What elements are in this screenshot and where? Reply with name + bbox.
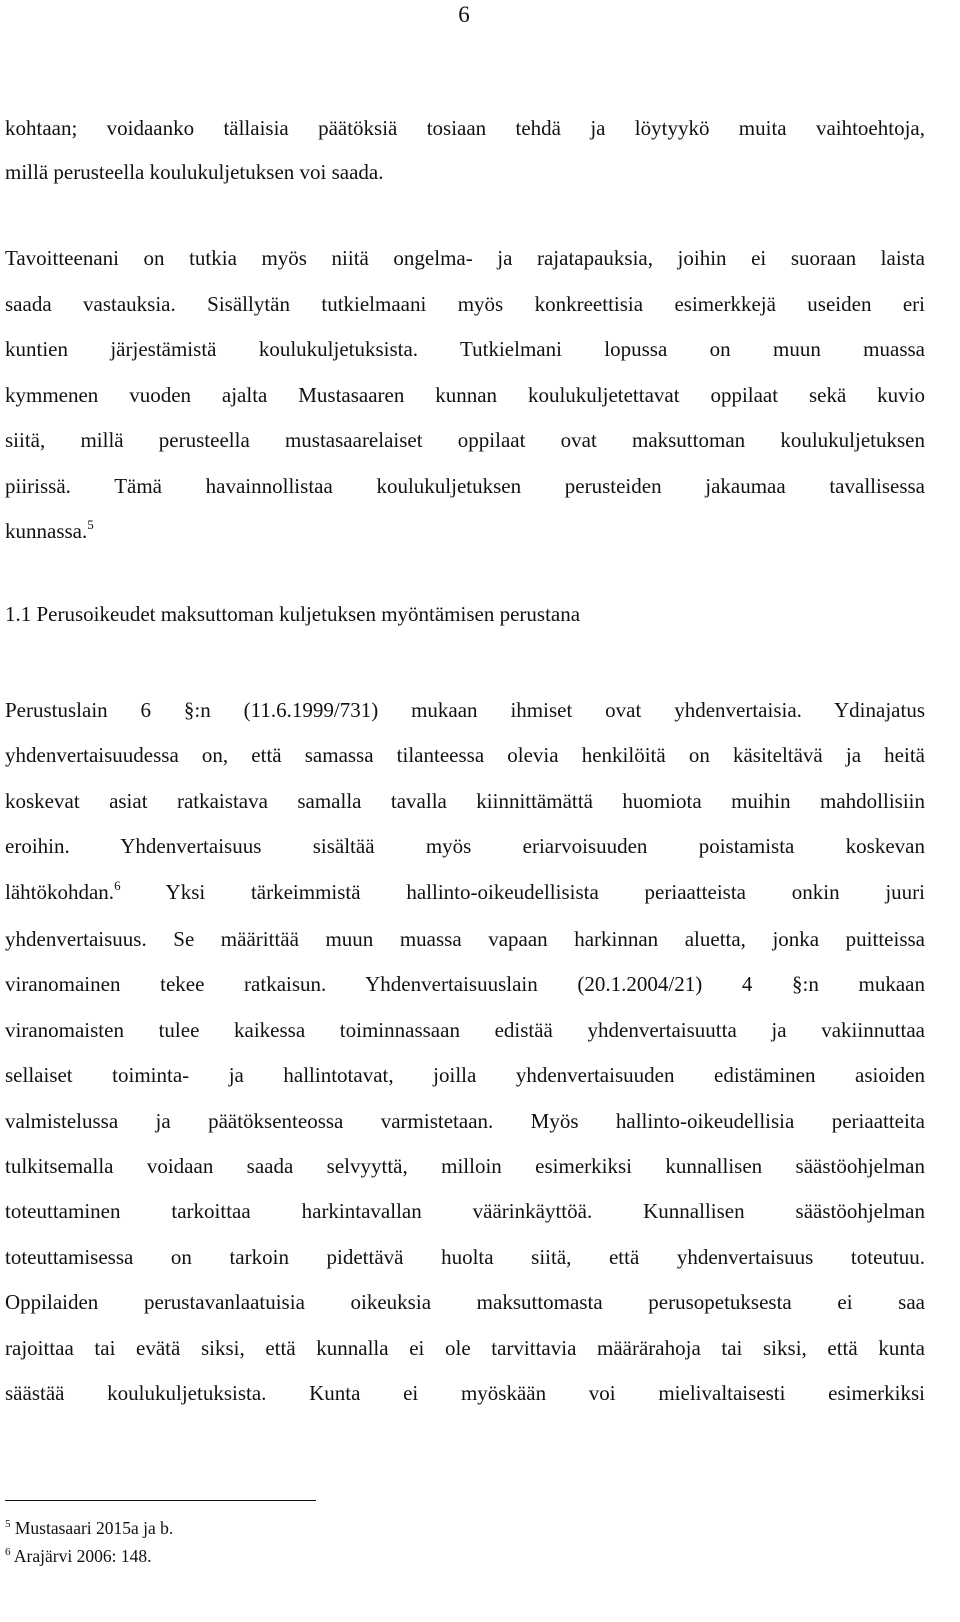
text-line: säästää koulukuljetuksista. Kunta ei myöskään voi mielivaltaisesti esimerkiksi [5, 1381, 925, 1406]
footnote-mark: 5 [5, 1518, 11, 1530]
text-line: Oppilaiden perustavanlaatuisia oikeuksia maksuttomasta perusopetuksesta ei saa [5, 1290, 925, 1315]
text-line: Perustuslain 6 §:n (11.6.1999/731) mukaan ihmiset ovat yhdenvertaisia. Ydinajatus [5, 698, 925, 722]
footnote [5, 1516, 173, 1544]
text-line: toteuttamisessa on tarkoin pidettävä huolta siitä, että yhdenvertaisuus toteutuu. [5, 1244, 925, 1269]
text-line: rajoittaa tai evätä siksi, että kunnalla ei ole tarvittavia määrärahoja tai siksi, että kunta [5, 1335, 925, 1360]
text-line: sellaiset toiminta- ja hallintotavat, joilla yhdenvertaisuuden edistäminen asioiden [5, 1063, 925, 1088]
text-fragment: lähtökohdan. [5, 879, 115, 904]
footnote-separator [5, 1500, 316, 1501]
text-line: eroihin. Yhdenvertaisuus sisältää myös eriarvoisuuden poistamista koskevan [5, 834, 925, 859]
text-line: kymmenen vuoden ajalta Mustasaaren kunnan koulukuljetettavat oppilaat sekä kuvio [5, 382, 925, 407]
footnote-text: Arajärvi 2006: 148. [10, 1546, 152, 1566]
text-line: koskevat asiat ratkaistava samalla tavalla kiinnittämättä huomiota muihin mahdollisiin [5, 788, 925, 813]
paragraph-3 [5, 688, 925, 1417]
text-line [5, 870, 925, 917]
text-line: Tavoitteenani on tutkia myös niitä ongelma- ja rajatapauksia, joihin ei suoraan laista [5, 246, 925, 270]
text-line: saada vastauksia. Sisällytän tutkielmaani myös konkreettisia esimerkkejä useiden eri [5, 291, 925, 316]
text-line: viranomainen tekee ratkaisun. Yhdenvertaisuuslain (20.1.2004/21) 4 §:n mukaan [5, 972, 925, 997]
text-line: toteuttaminen tarkoittaa harkintavallan väärinkäyttöä. Kunnallisen säästöohjelman [5, 1199, 925, 1224]
text-line: tulkitsemalla voidaan saada selvyyttä, milloin esimerkiksi kunnallisen säästöohjelman [5, 1154, 925, 1179]
text-fragment: Yksi tärkeimmistä hallinto-oikeudellisista periaatteista onkin juuri [120, 879, 925, 904]
text-line: yhdenvertaisuus. Se määrittää muun muassa vapaan harkinnan aluetta, jonka puitteissa [5, 927, 925, 952]
paragraph-1 [5, 106, 925, 194]
text-line: kuntien järjestämistä koulukuljetuksista. Tutkielmani lopussa on muun muassa [5, 337, 925, 361]
text-line [5, 509, 925, 557]
text-line: valmistelussa ja päätöksenteossa varmistetaan. Myös hallinto-oikeudellisia periaatteita [5, 1108, 925, 1133]
text-line: viranomaisten tulee kaikessa toiminnassaan edistää yhdenvertaisuutta ja vakiinnuttaa [5, 1017, 925, 1042]
footnote-reference[interactable]: 6 [114, 877, 121, 893]
text-line: siitä, millä perusteella mustasaarelaiset oppilaat ovat maksuttoman koulukuljetuksen [5, 428, 925, 452]
paragraph-2 [5, 236, 925, 557]
text-fragment: kunnassa. [5, 519, 88, 543]
footnotes [5, 1516, 173, 1572]
text-line: piirissä. Tämä havainnollistaa koulukuljetuksen perusteiden jakaumaa tavallisessa [5, 473, 925, 498]
footnote-text: Mustasaari 2015a ja b. [10, 1518, 174, 1538]
footnote [5, 1544, 173, 1572]
text-line: millä perusteella koulukuljetuksen voi saada. [5, 160, 384, 184]
text-line: yhdenvertaisuudessa on, että samassa tilanteessa olevia henkilöitä on käsiteltävä ja heitä [5, 743, 925, 768]
page-number: 6 [458, 2, 470, 27]
text-line: kohtaan; voidaanko tällaisia päätöksiä tosiaan tehdä ja löytyykö muita vaihtoehtoja, [5, 116, 925, 140]
footnote-mark: 6 [5, 1546, 11, 1558]
footnote-reference[interactable]: 5 [87, 517, 94, 532]
section-heading: 1.1 Perusoikeudet maksuttoman kuljetuksen myöntämisen perustana [5, 602, 581, 626]
